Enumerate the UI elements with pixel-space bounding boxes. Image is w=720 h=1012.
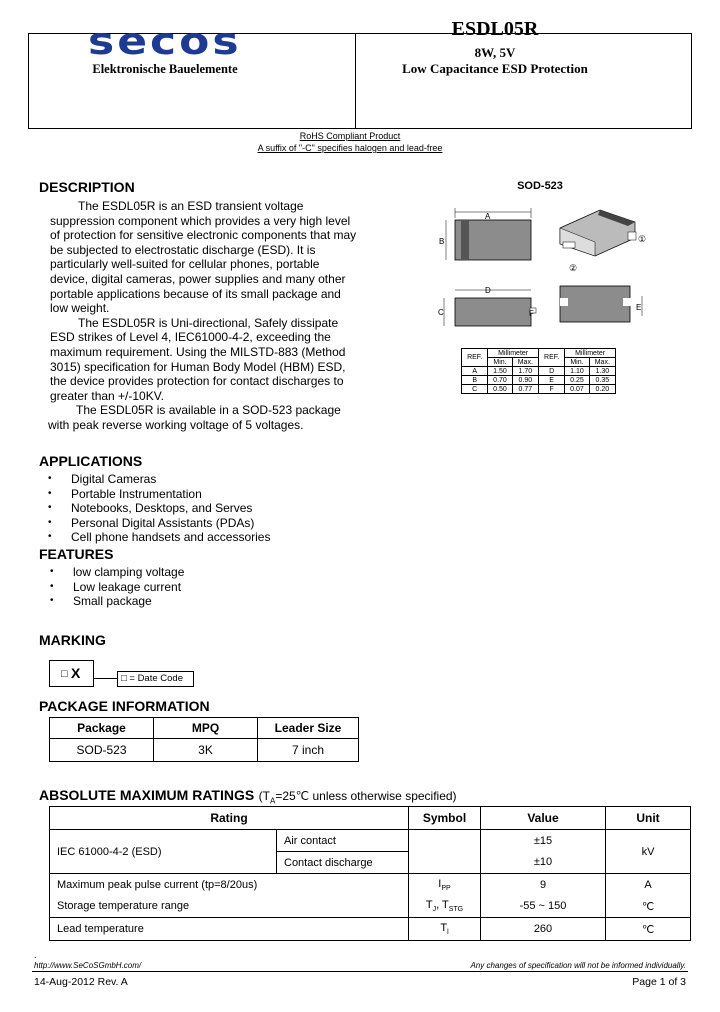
part-number: ESDL05R — [451, 18, 539, 40]
list-item: • Notebooks, Desktops, and Serves — [38, 501, 358, 516]
condition-sub: A — [269, 796, 276, 806]
package-drawing — [430, 198, 670, 348]
description-para-1: The ESDL05R is an ESD transient voltage suppression component which provides a very high level of protection for sensitive electronic components that may be subjected to electrostatic discharge (ESD). It is particularly well-suited for cellular phones, portable device, digital cameras, power supplies and many other portable applications because of its small package and low weight. — [50, 199, 357, 316]
symbol-main-2: , T — [436, 899, 449, 912]
dim-cell: 0.70 — [488, 376, 512, 385]
package-info-table — [49, 717, 359, 762]
description-heading: DESCRIPTION — [39, 179, 135, 195]
part-rating: 8W, 5V — [474, 45, 516, 60]
date-code-symbol: □ — [61, 668, 68, 680]
ratings-table — [49, 806, 691, 941]
storage-temp-unit: ℃ — [606, 896, 691, 918]
symbol-sub: J — [432, 906, 437, 914]
dimension-table — [461, 348, 616, 394]
dim-min-header: Min. — [488, 358, 512, 367]
symbol-header: Symbol — [409, 807, 481, 830]
esd-label: IEC 61000-4-2 (ESD) — [50, 830, 277, 874]
storage-temp-value: -55 ~ 150 — [481, 896, 606, 918]
footer-rule — [32, 971, 688, 972]
description-body — [50, 199, 360, 433]
dim-d-label: D — [485, 286, 491, 295]
mpq-value: 3K — [154, 739, 258, 762]
dim-cell: 1.70 — [512, 367, 538, 376]
marking-heading: MARKING — [39, 632, 106, 648]
rohs-note: RoHS Compliant Product — [299, 131, 401, 141]
condition-suffix: =25℃ unless otherwise specified) — [275, 789, 457, 803]
dim-max-header-2: Max. — [589, 358, 615, 367]
dim-cell: 0.77 — [512, 385, 538, 394]
lead-temp-unit: ℃ — [606, 918, 691, 941]
company-subtitle: Elektronische Bauelemente — [92, 62, 238, 76]
footer-dot: . — [34, 950, 37, 960]
dim-cell: 0.25 — [565, 376, 589, 385]
dim-cell: 0.35 — [589, 376, 615, 385]
dim-cell: 1.30 — [589, 367, 615, 376]
package-end-view — [560, 286, 630, 322]
marking-box — [49, 660, 94, 687]
suffix-note: A suffix of "-C" specifies halogen and lead-free — [257, 143, 443, 153]
dim-f-label: F — [529, 309, 534, 318]
dim-cell: F — [538, 385, 564, 394]
symbol-main: I — [438, 877, 442, 890]
marking-leader — [94, 678, 118, 679]
pulse-current-symbol — [409, 874, 481, 896]
dim-ref-header: REF. — [462, 349, 488, 367]
footer-page: Page 1 of 3 — [632, 976, 686, 988]
storage-temp-label: Storage temperature range — [50, 896, 409, 918]
description-para-2: The ESDL05R is Uni-directional, Safely dissipate ESD strikes of Level 4, IEC61000-4-2, exceeding the maximum requirement. Using the MILSTD-883 (Method 3015) specification for Human Body Model (HBM) ESD, the device provides protection for contact discharges to greater than +/-10KV. — [50, 315, 346, 403]
list-item: • Digital Cameras — [38, 472, 358, 487]
applications-list — [38, 472, 358, 545]
marking-letter: X — [71, 665, 81, 681]
list-item: • Personal Digital Assistants (PDAs) — [38, 516, 358, 531]
applications-heading: APPLICATIONS — [39, 453, 143, 469]
footer-notice: Any changes of specification will not be informed individually. — [470, 961, 686, 970]
footer-date-rev: 14-Aug-2012 Rev. A — [34, 976, 128, 988]
dim-a-label: A — [485, 212, 491, 221]
dim-cell: D — [538, 367, 564, 376]
lead-temp-label: Lead temperature — [50, 918, 409, 941]
air-contact-label: Air contact — [277, 830, 409, 852]
esd-symbol — [409, 830, 481, 874]
package-header: Package — [50, 718, 154, 739]
footer-url[interactable]: http://www.SeCoSGmbH.com/ — [34, 961, 142, 970]
symbol-main: T — [425, 899, 433, 912]
dim-max-header: Max. — [512, 358, 538, 367]
ratings-heading: ABSOLUTE MAXIMUM RATINGS — [39, 787, 255, 803]
dim-row — [462, 385, 616, 394]
ratings-heading-line — [39, 787, 457, 805]
package-drawing-title: SOD-523 — [517, 180, 563, 192]
mpq-header: MPQ — [154, 718, 258, 739]
ratings-condition — [258, 789, 457, 806]
dim-b-label: B — [439, 237, 445, 246]
dim-cell: 0.20 — [589, 385, 615, 394]
contact-discharge-label: Contact discharge — [277, 852, 409, 874]
dim-cell: 0.90 — [512, 376, 538, 385]
cathode-band — [461, 220, 469, 260]
list-item: • Small package — [40, 594, 360, 609]
dim-mm-header-2: Millimeter — [565, 349, 616, 358]
symbol-sub: PP — [441, 884, 451, 892]
pin2-label: ② — [569, 263, 578, 273]
dim-cell: A — [462, 367, 488, 376]
features-list — [40, 565, 360, 609]
dim-row — [462, 367, 616, 376]
dim-cell: B — [462, 376, 488, 385]
package-info-heading: PACKAGE INFORMATION — [39, 698, 210, 714]
pin1-label: ① — [638, 234, 647, 244]
description-para-3: The ESDL05R is available in a SOD-523 package with peak reverse working voltage of 5 voltages. — [48, 403, 341, 432]
list-item: • Low leakage current — [40, 580, 360, 595]
dim-ref-header-2: REF. — [538, 349, 564, 367]
dim-cell: 0.07 — [565, 385, 589, 394]
dim-row — [462, 376, 616, 385]
unit-header: Unit — [606, 807, 691, 830]
symbol-sub: l — [447, 929, 449, 937]
symbol-sub-2: STG — [448, 906, 464, 914]
contact-discharge-value: ±10 — [481, 852, 606, 874]
pulse-current-label: Maximum peak pulse current (tp=8/20us) — [50, 874, 409, 896]
value-header: Value — [481, 807, 606, 830]
list-item: • low clamping voltage — [40, 565, 360, 580]
list-item: • Portable Instrumentation — [38, 487, 358, 502]
dim-cell: 1.10 — [565, 367, 589, 376]
leader-size-header: Leader Size — [258, 718, 359, 739]
dim-cell: E — [538, 376, 564, 385]
dim-min-header-2: Min. — [565, 358, 589, 367]
product-name: Low Capacitance ESD Protection — [402, 61, 588, 76]
dim-e-label: E — [636, 303, 642, 312]
package-value: SOD-523 — [50, 739, 154, 762]
dim-cell: C — [462, 385, 488, 394]
package-side-view — [455, 298, 531, 326]
rating-header: Rating — [50, 807, 409, 830]
dim-cell: 0.50 — [488, 385, 512, 394]
condition-prefix: (T — [258, 789, 270, 803]
dim-mm-header: Millimeter — [488, 349, 539, 358]
date-code-legend: □ = Date Code — [117, 671, 194, 687]
pulse-current-unit: A — [606, 874, 691, 896]
symbol-main: T — [440, 921, 448, 934]
company-logo: secos — [88, 19, 242, 64]
esd-unit: kV — [606, 830, 691, 874]
lead-temp-symbol — [409, 918, 481, 941]
leader-size-value: 7 inch — [258, 739, 359, 762]
list-item: • Cell phone handsets and accessories — [38, 530, 358, 545]
pulse-current-value: 9 — [481, 874, 606, 896]
air-contact-value: ±15 — [481, 830, 606, 852]
lead-temp-value: 260 — [481, 918, 606, 941]
storage-temp-symbol — [409, 896, 481, 918]
dim-c-label: C — [438, 308, 444, 317]
dim-cell: 1.50 — [488, 367, 512, 376]
features-heading: FEATURES — [39, 546, 114, 562]
